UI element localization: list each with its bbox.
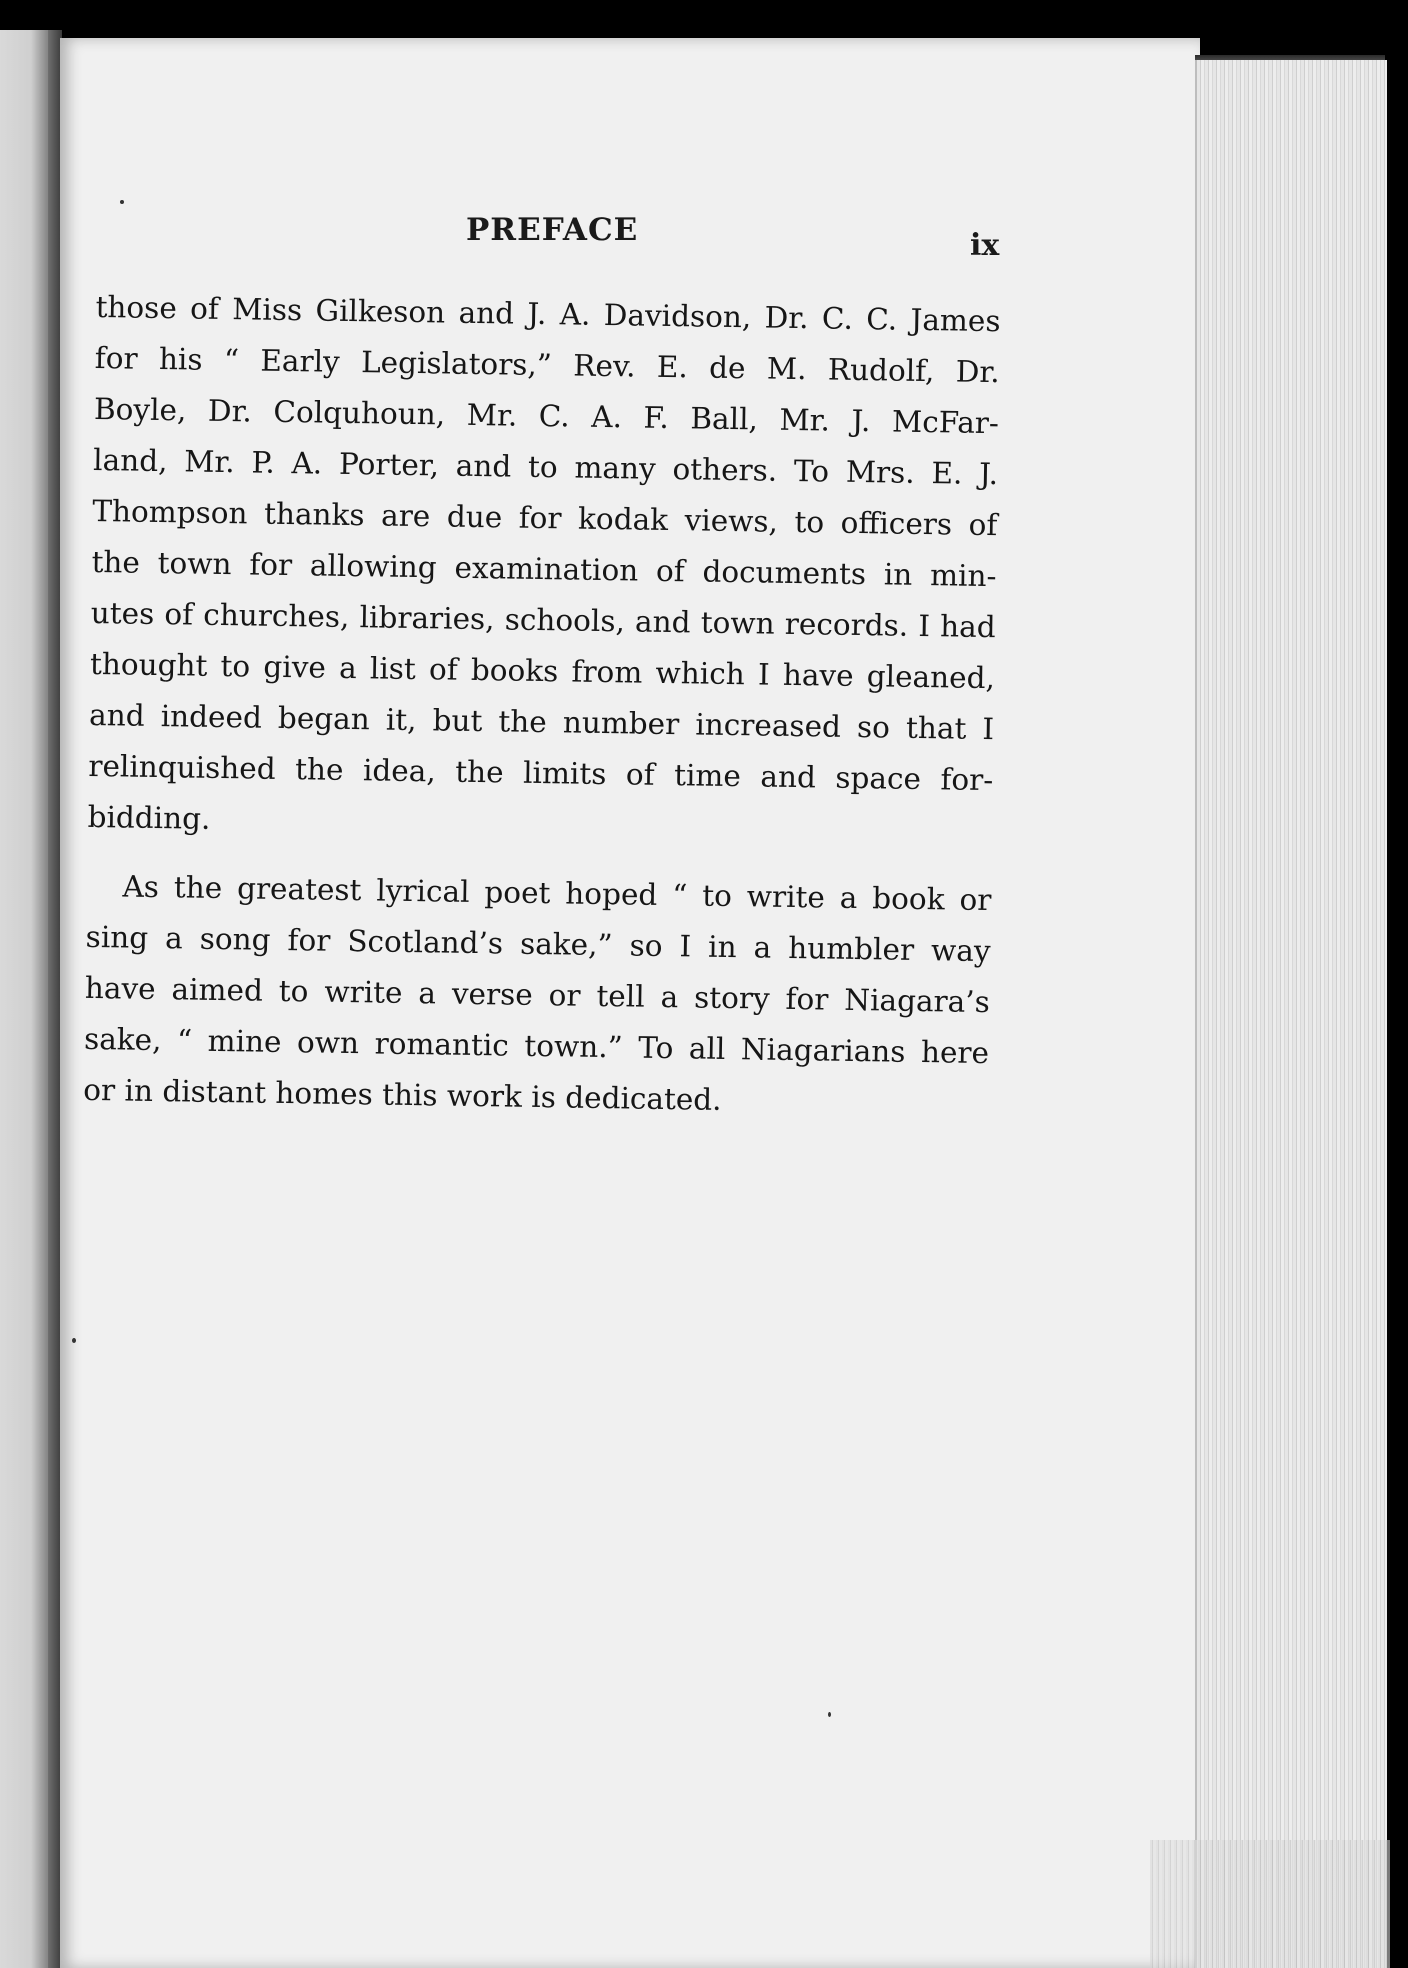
running-head: PREFACE [466,212,639,248]
text-line: Thompson thanks are due for kodak views, to officers of [92,493,998,543]
text-line: As the greatest lyrical poet hoped “ to write a book or [122,869,992,918]
text-line: the town for allowing examination of documents in min- [91,544,997,594]
text-line: relinquished the idea, the limits of time and space for- [88,748,994,798]
text-line: or in distant homes this work is dedicated. [83,1072,722,1117]
text-line: have aimed to write a verse or tell a story for Niagara’s [84,970,991,1020]
scan-speck [120,200,124,204]
text-line: those of Miss Gilkeson and J. A. Davidson, Dr. C. C. James [95,289,1001,339]
scan-speck [828,1712,831,1717]
text-line: sake, “ mine own romantic town.” To all Niagarians here [83,1021,990,1071]
body-text [83,282,1001,1130]
page-stack-fore-edge [1195,60,1387,1968]
text-line: land, Mr. P. A. Porter, and to many others. To Mrs. E. J. [92,442,999,492]
text-line: bidding. [87,799,211,836]
text-line: and indeed began it, but the number increased so that I [88,697,995,747]
text-line: for his “ Early Legislators,” Rev. E. de M. Rudolf, Dr. [94,340,1000,390]
paragraph-2 [83,861,992,1130]
page-stack-bottom-edge [1150,1840,1390,1968]
text-line: Boyle, Dr. Colquhoun, Mr. C. A. F. Ball, Mr. J. McFar- [93,391,1000,441]
text-line: utes of churches, libraries, schools, and town records. I had [90,595,996,645]
page-number: ix [970,228,1000,263]
text-line: sing a song for Scotland’s sake,” so I in a humbler way [85,919,991,969]
scan-speck [72,1338,76,1343]
text-line: thought to give a list of books from which I have gleaned, [89,646,996,696]
paragraph-1 [87,282,1001,857]
